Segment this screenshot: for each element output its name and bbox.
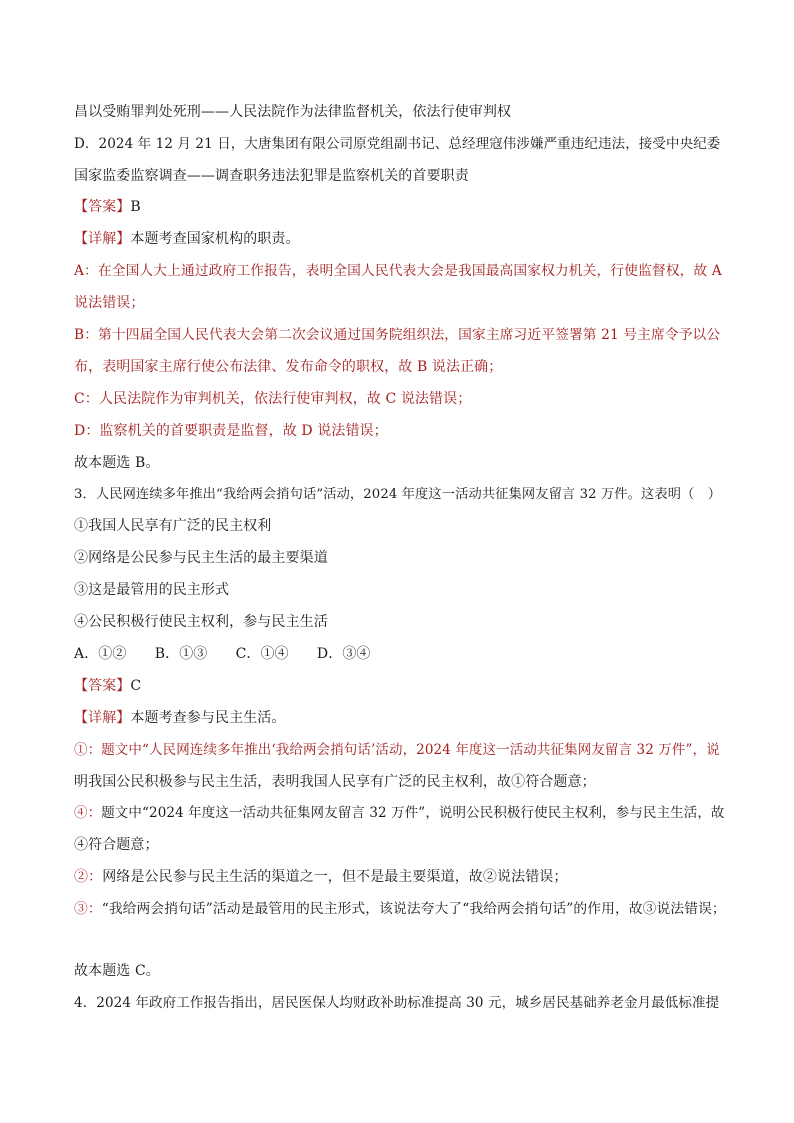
analysis-3: ③：“我给两会捎句话”活动是最管用的民主形式，该说法夸大了“我给两会捎句话”的作用，故③说法错误； bbox=[74, 901, 726, 917]
analysis-1-cont: 明我国公民积极参与民主生活，表明我国人民享有广泛的民主权利，故①符合题意； bbox=[74, 774, 596, 790]
analysis-label: 【详解】本题考查国家机构的职责。 bbox=[74, 231, 300, 247]
statement-2: ②网络是公民参与民主生活的最主要渠道 bbox=[74, 550, 328, 566]
analysis-label: 【详解】本题考查参与民主生活。 bbox=[74, 710, 286, 726]
analysis-b-cont: 布，表明国家主席行使公布法律、发布命令的职权，故 B 说法正确； bbox=[74, 359, 503, 375]
analysis-2: ②：网络是公民参与民主生活的渠道之一，但不是最主要渠道，故②说法错误； bbox=[74, 869, 568, 885]
analysis-a: A：在全国人大上通过政府工作报告，表明全国人民代表大会是我国最高国家权力机关，行使监督权，故 A bbox=[74, 263, 722, 279]
analysis-a-cont: 说法错误； bbox=[74, 295, 145, 311]
option-d-line: D．2024 年 12 月 21 日，大唐集团有限公司原党组副书记、总经理寇伟涉嫌严重违纪违法，接受中央纪委 bbox=[74, 136, 721, 152]
conclusion: 故本题选 C。 bbox=[74, 963, 160, 979]
statement-1: ①我国人民享有广泛的民主权利 bbox=[74, 518, 272, 534]
answer-label: 【答案】B bbox=[74, 199, 141, 215]
conclusion: 故本题选 B。 bbox=[74, 455, 160, 471]
analysis-1: ①：题文中“人民网连续多年推出‘我给两会捎句话’活动，2024 年度这一活动共征集网友留言 32 万件”，说 bbox=[74, 742, 720, 758]
question-3: 3．人民网连续多年推出“我给两会捎句话”活动，2024 年度这一活动共征集网友留言 32 万件。这表明（ ） bbox=[74, 487, 722, 502]
analysis-c: C：人民法院作为审判机关，依法行使审判权，故 C 说法错误； bbox=[74, 391, 472, 407]
statement-3: ③这是最管用的民主形式 bbox=[74, 582, 230, 598]
answer-options: A．①② B．①③ C．①④ D．③④ bbox=[74, 646, 371, 662]
analysis-d: D：监察机关的首要职责是监督，故 D 说法错误； bbox=[74, 423, 388, 439]
text-line: 昌以受贿罪判处死刑——人民法院作为法律监督机关，依法行使审判权 bbox=[74, 104, 512, 120]
analysis-b: B：第十四届全国人民代表大会第二次会议通过国务院组织法，国家主席习近平签署第 21 号主席令予以公 bbox=[74, 327, 721, 343]
analysis-4: ④：题文中“2024 年度这一活动共征集网友留言 32 万件”，说明公民积极行使民主权利，参与民主生活，故 bbox=[74, 805, 725, 821]
question-4: 4．2024 年政府工作报告指出，居民医保人均财政补助标准提高 30 元，城乡居民基础养老金月最低标准提 bbox=[74, 995, 720, 1011]
answer-label: 【答案】C bbox=[74, 678, 142, 694]
statement-4: ④公民积极行使民主权利，参与民主生活 bbox=[74, 614, 328, 630]
text-line: 国家监委监察调查——调查职务违法犯罪是监察机关的首要职责 bbox=[74, 168, 469, 184]
analysis-4-cont: ④符合题意； bbox=[74, 837, 159, 853]
